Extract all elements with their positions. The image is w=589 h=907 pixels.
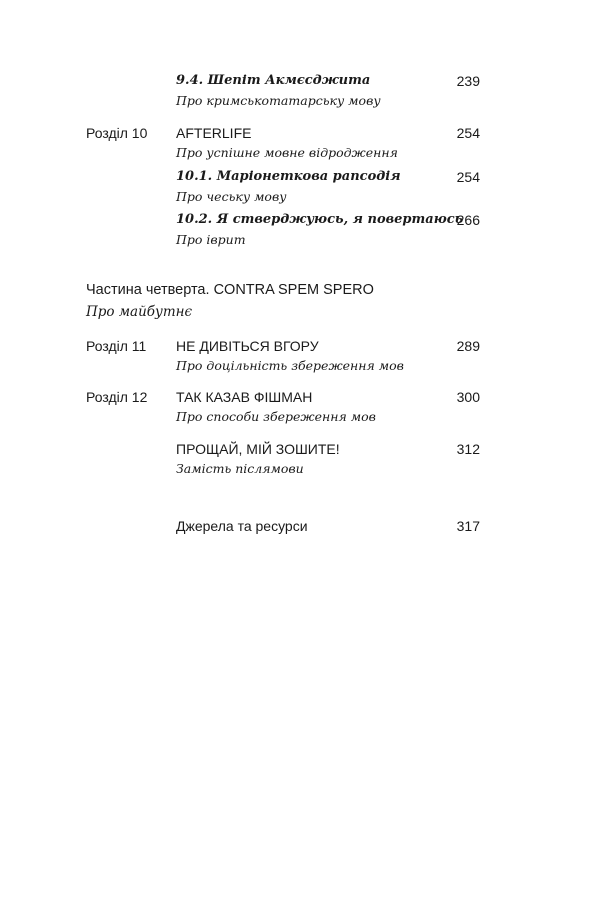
section-title: 9.4. Шепіт Акмєсджита — [176, 73, 371, 88]
part-title — [86, 281, 374, 299]
page-number: 317 — [456, 518, 480, 534]
chapter-label: Розділ 12 — [86, 389, 148, 405]
section-subtitle: Про іврит — [176, 232, 246, 247]
chapter-title: НЕ ДИВІТЬСЯ ВГОРУ — [176, 338, 319, 354]
page-number: 239 — [456, 73, 480, 89]
page-number: 254 — [456, 169, 480, 185]
section-title: 10.1. Маріонеткова рапсодія — [176, 169, 401, 184]
chapter-label: Розділ 11 — [86, 338, 147, 354]
chapter-subtitle: Про способи збереження мов — [176, 409, 376, 424]
page-number: 300 — [456, 389, 480, 405]
chapter-title: AFTERLIFE — [176, 125, 252, 141]
part-subtitle: Про майбутнє — [86, 304, 193, 320]
afterword-subtitle: Замість післямови — [176, 461, 304, 476]
sources-title: Джерела та ресурси — [176, 518, 308, 534]
chapter-subtitle: Про успішне мовне відродження — [176, 145, 398, 160]
part-prefix: Частина четверта. — [86, 282, 210, 298]
afterword-title: ПРОЩАЙ, МІЙ ЗОШИТЕ! — [176, 441, 340, 457]
section-subtitle: Про кримськотатарську мову — [176, 93, 381, 108]
page-number: 266 — [456, 212, 480, 228]
chapter-label: Розділ 10 — [86, 125, 148, 141]
part-name: CONTRA SPEM SPERO — [213, 282, 374, 298]
page-number: 254 — [456, 125, 480, 141]
section-subtitle: Про чеську мову — [176, 189, 287, 204]
section-title: 10.2. Я стверджуюсь, я повертаюсь — [176, 212, 464, 227]
page-number: 312 — [456, 441, 480, 457]
chapter-title: ТАК КАЗАВ ФІШМАН — [176, 389, 313, 405]
chapter-subtitle: Про доцільність збереження мов — [176, 358, 404, 373]
page-number: 289 — [456, 338, 480, 354]
